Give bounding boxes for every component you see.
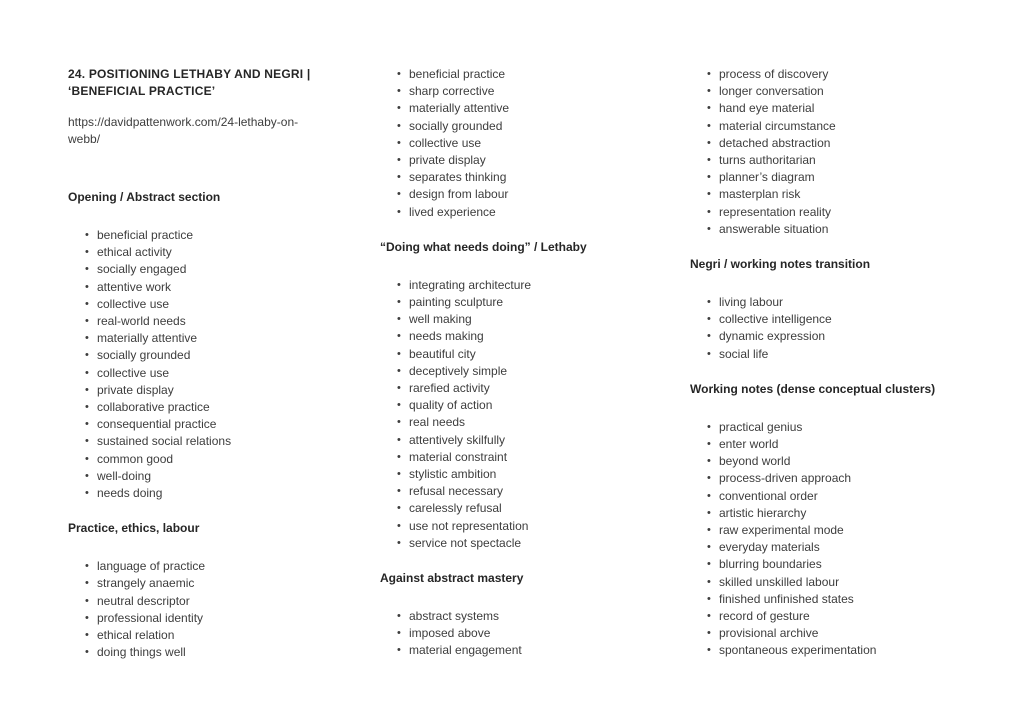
list-item-text: integrating architecture xyxy=(409,277,532,292)
section-heading: Opening / Abstract section xyxy=(68,190,221,204)
list-item xyxy=(380,294,640,311)
list-item xyxy=(690,522,976,539)
list-item-text: masterplan risk xyxy=(719,187,801,202)
bullet-icon: • xyxy=(397,278,401,291)
list-item xyxy=(690,625,976,642)
list-item xyxy=(68,279,330,296)
bullet-list xyxy=(68,558,330,661)
list-item-text: collaborative practice xyxy=(97,400,210,415)
list-item xyxy=(68,558,330,575)
list-item-text: professional identity xyxy=(97,610,204,625)
list-item-text: rarefied activity xyxy=(409,381,490,396)
list-item-text: artistic hierarchy xyxy=(719,505,807,520)
bullet-icon: • xyxy=(85,383,89,396)
list-item-text: private display xyxy=(409,153,486,168)
list-item-text: everyday materials xyxy=(719,540,820,555)
list-item xyxy=(690,152,976,169)
section-heading: Working notes (dense conceptual clusters) xyxy=(690,381,936,396)
list-item xyxy=(380,186,640,203)
bullet-icon: • xyxy=(707,558,711,571)
list-item xyxy=(690,100,976,117)
document-url: https://davidpattenwork.com/24-lethaby-on-webb/ xyxy=(68,115,299,146)
bullet-icon: • xyxy=(397,296,401,309)
list-item xyxy=(68,365,330,382)
list-item xyxy=(380,311,640,328)
list-item xyxy=(380,118,640,135)
bullet-icon: • xyxy=(85,487,89,500)
list-item xyxy=(690,505,976,522)
list-item-text: design from labour xyxy=(409,187,509,202)
bullet-icon: • xyxy=(397,519,401,532)
bullet-icon: • xyxy=(85,315,89,328)
bullet-icon: • xyxy=(397,382,401,395)
bullet-icon: • xyxy=(707,472,711,485)
list-item-text: raw experimental mode xyxy=(719,523,844,538)
list-item-text: attentive work xyxy=(97,279,172,294)
list-item-text: conventional order xyxy=(719,488,818,503)
list-item-text: material circumstance xyxy=(719,118,836,133)
list-item-text: lived experience xyxy=(409,204,496,219)
list-item xyxy=(690,328,976,345)
list-item-text: dynamic expression xyxy=(719,329,826,344)
list-item-text: hand eye material xyxy=(719,101,815,116)
list-item-text: painting sculpture xyxy=(409,295,504,310)
bullet-list xyxy=(380,66,640,221)
list-item-text: collective use xyxy=(97,365,170,380)
list-item-text: spontaneous experimentation xyxy=(719,643,877,658)
column-right xyxy=(690,66,976,723)
list-item xyxy=(68,313,330,330)
bullet-icon: • xyxy=(85,332,89,345)
bullet-icon: • xyxy=(85,435,89,448)
list-item-text: representation reality xyxy=(719,204,832,219)
list-item-text: material constraint xyxy=(409,449,508,464)
bullet-icon: • xyxy=(85,452,89,465)
list-item-text: beyond world xyxy=(719,454,791,469)
bullet-icon: • xyxy=(397,399,401,412)
list-item-text: materially attentive xyxy=(409,101,510,116)
bullet-icon: • xyxy=(85,366,89,379)
bullet-icon: • xyxy=(85,401,89,414)
bullet-icon: • xyxy=(707,524,711,537)
list-item-text: beautiful city xyxy=(409,346,476,361)
list-item-text: blurring boundaries xyxy=(719,557,822,572)
list-item xyxy=(380,66,640,83)
list-item xyxy=(380,449,640,466)
list-item xyxy=(690,204,976,221)
list-item-text: practical genius xyxy=(719,419,803,434)
document-title xyxy=(68,66,330,100)
list-item xyxy=(68,451,330,468)
list-item-text: refusal necessary xyxy=(409,484,504,499)
list-item-text: finished unfinished states xyxy=(719,591,854,606)
list-item-text: sustained social relations xyxy=(97,434,232,449)
list-item xyxy=(690,539,976,556)
bullet-icon: • xyxy=(397,330,401,343)
bullet-icon: • xyxy=(85,263,89,276)
document-title-line: 24. POSITIONING LETHABY AND NEGRI | xyxy=(68,67,311,81)
list-item xyxy=(68,227,330,244)
bullet-icon: • xyxy=(397,347,401,360)
list-item xyxy=(380,432,640,449)
list-item xyxy=(380,363,640,380)
list-item xyxy=(68,627,330,644)
list-item xyxy=(380,169,640,186)
bullet-icon: • xyxy=(397,188,401,201)
bullet-icon: • xyxy=(397,416,401,429)
bullet-icon: • xyxy=(707,627,711,640)
list-item-text: record of gesture xyxy=(719,609,810,624)
section-heading: Practice, ethics, labour xyxy=(68,521,200,536)
list-item xyxy=(690,135,976,152)
list-item xyxy=(690,419,976,436)
list-item xyxy=(380,152,640,169)
list-item-text: consequential practice xyxy=(97,417,217,432)
bullet-icon: • xyxy=(397,644,401,657)
bullet-icon: • xyxy=(397,364,401,377)
list-item xyxy=(380,397,640,414)
bullet-icon: • xyxy=(397,136,401,149)
bullet-icon: • xyxy=(707,347,711,360)
list-item-text: beneficial practice xyxy=(409,67,506,81)
bullet-icon: • xyxy=(397,536,401,549)
bullet-list xyxy=(380,277,640,552)
bullet-icon: • xyxy=(707,592,711,605)
list-item xyxy=(690,608,976,625)
bullet-icon: • xyxy=(397,313,401,326)
bullet-icon: • xyxy=(707,330,711,343)
bullet-icon: • xyxy=(707,188,711,201)
section-heading: Negri / working notes transition xyxy=(690,257,871,272)
document-title-line: ‘BENEFICIAL PRACTICE’ xyxy=(68,84,216,98)
list-item xyxy=(68,261,330,278)
list-item-text: socially grounded xyxy=(97,348,191,363)
list-item xyxy=(380,135,640,152)
list-item xyxy=(380,608,640,625)
list-item xyxy=(690,470,976,487)
bullet-icon: • xyxy=(707,136,711,149)
list-item xyxy=(380,483,640,500)
bullet-icon: • xyxy=(397,627,401,640)
list-item xyxy=(380,466,640,483)
bullet-icon: • xyxy=(85,577,89,590)
list-item-text: strangely anaemic xyxy=(97,576,195,591)
list-item-text: deceptively simple xyxy=(409,363,508,378)
bullet-icon: • xyxy=(397,450,401,463)
list-item xyxy=(690,66,976,83)
bullet-icon: • xyxy=(707,296,711,309)
bullet-icon: • xyxy=(707,68,711,80)
list-item xyxy=(68,468,330,485)
bullet-icon: • xyxy=(85,594,89,607)
list-item-text: socially grounded xyxy=(409,118,503,133)
list-item-text: attentively skilfully xyxy=(409,432,506,447)
bullet-icon: • xyxy=(85,229,89,241)
list-item xyxy=(380,380,640,397)
bullet-icon: • xyxy=(707,154,711,167)
bullet-icon: • xyxy=(397,119,401,132)
bullet-icon: • xyxy=(707,506,711,519)
list-item-text: quality of action xyxy=(409,398,493,413)
bullet-icon: • xyxy=(85,280,89,293)
list-item-text: detached abstraction xyxy=(719,135,831,150)
bullet-icon: • xyxy=(707,313,711,326)
list-item xyxy=(68,330,330,347)
list-item-text: collective intelligence xyxy=(719,312,832,327)
list-item-text: real-world needs xyxy=(97,314,186,329)
list-item-text: materially attentive xyxy=(97,331,198,346)
bullet-icon: • xyxy=(707,541,711,554)
bullet-icon: • xyxy=(707,575,711,588)
list-item xyxy=(690,436,976,453)
list-item xyxy=(690,118,976,135)
bullet-icon: • xyxy=(85,611,89,624)
list-item-text: longer conversation xyxy=(719,84,824,99)
bullet-icon: • xyxy=(397,171,401,184)
list-item xyxy=(68,382,330,399)
bullet-icon: • xyxy=(707,438,711,451)
bullet-icon: • xyxy=(85,560,89,573)
bullet-icon: • xyxy=(707,455,711,468)
list-item-text: provisional archive xyxy=(719,626,819,641)
list-item xyxy=(380,328,640,345)
list-item xyxy=(690,311,976,328)
bullet-list xyxy=(380,608,640,660)
list-item xyxy=(380,346,640,363)
column-center xyxy=(380,66,640,723)
list-item xyxy=(380,642,640,659)
list-item-text: service not spectacle xyxy=(409,535,522,550)
list-item-text: social life xyxy=(719,346,769,361)
list-item xyxy=(690,556,976,573)
list-item-text: common good xyxy=(97,451,174,466)
list-item xyxy=(380,625,640,642)
bullet-icon: • xyxy=(707,119,711,132)
list-item xyxy=(380,518,640,535)
list-item-text: needs doing xyxy=(97,486,163,501)
bullet-icon: • xyxy=(707,610,711,623)
bullet-icon: • xyxy=(85,349,89,362)
list-item xyxy=(380,277,640,294)
list-item-text: turns authoritarian xyxy=(719,153,816,168)
list-item-text: abstract systems xyxy=(409,609,500,624)
bullet-icon: • xyxy=(397,610,401,623)
list-item-text: language of practice xyxy=(97,559,206,574)
list-item xyxy=(690,642,976,659)
bullet-icon: • xyxy=(707,489,711,502)
list-item-text: neutral descriptor xyxy=(97,593,190,608)
list-item-text: skilled unskilled labour xyxy=(719,574,840,589)
section-heading: Against abstract mastery xyxy=(380,571,524,586)
list-item xyxy=(380,535,640,552)
list-item-text: process-driven approach xyxy=(719,471,852,486)
list-item xyxy=(68,610,330,627)
list-item-text: enter world xyxy=(719,437,779,452)
list-item-text: use not representation xyxy=(409,518,529,533)
list-item-text: separates thinking xyxy=(409,170,507,185)
list-item xyxy=(380,83,640,100)
list-item xyxy=(68,485,330,502)
bullet-icon: • xyxy=(85,646,89,659)
bullet-icon: • xyxy=(397,102,401,115)
list-item-text: process of discovery xyxy=(719,67,829,81)
list-item-text: planner’s diagram xyxy=(719,170,815,185)
list-item xyxy=(380,204,640,221)
list-item xyxy=(690,186,976,203)
list-item xyxy=(690,346,976,363)
bullet-icon: • xyxy=(85,418,89,431)
list-item-text: beneficial practice xyxy=(97,228,194,242)
bullet-icon: • xyxy=(707,102,711,115)
list-item xyxy=(68,399,330,416)
list-item-text: well making xyxy=(409,312,472,327)
list-item xyxy=(68,593,330,610)
bullet-icon: • xyxy=(707,222,711,235)
bullet-icon: • xyxy=(397,154,401,167)
column-left xyxy=(68,66,330,723)
bullet-icon: • xyxy=(707,85,711,98)
list-item-text: stylistic ambition xyxy=(409,467,497,482)
list-item xyxy=(690,488,976,505)
bullet-icon: • xyxy=(397,433,401,446)
bullet-list xyxy=(690,419,976,660)
list-item xyxy=(68,244,330,261)
list-item-text: well-doing xyxy=(97,468,152,483)
list-item-text: socially engaged xyxy=(97,262,187,277)
bullet-icon: • xyxy=(707,205,711,218)
list-item-text: doing things well xyxy=(97,645,186,660)
bullet-icon: • xyxy=(707,171,711,184)
bullet-icon: • xyxy=(397,205,401,218)
list-item xyxy=(380,414,640,431)
list-item xyxy=(690,453,976,470)
list-item-text: needs making xyxy=(409,329,484,344)
list-item-text: living labour xyxy=(719,295,784,310)
bullet-icon: • xyxy=(397,468,401,481)
list-item xyxy=(68,644,330,661)
list-item xyxy=(690,591,976,608)
list-item xyxy=(68,416,330,433)
list-item xyxy=(690,294,976,311)
list-item-text: material engagement xyxy=(409,643,522,658)
bullet-icon: • xyxy=(397,68,401,80)
list-item xyxy=(690,169,976,186)
bullet-list xyxy=(68,227,330,502)
list-item-text: ethical relation xyxy=(97,628,175,643)
list-item xyxy=(380,100,640,117)
list-item-text: sharp corrective xyxy=(409,84,495,99)
list-item xyxy=(68,433,330,450)
list-item xyxy=(68,575,330,592)
bullet-icon: • xyxy=(397,502,401,515)
list-item-text: answerable situation xyxy=(719,221,829,236)
bullet-icon: • xyxy=(397,85,401,98)
list-item-text: imposed above xyxy=(409,626,491,641)
bullet-icon: • xyxy=(707,644,711,657)
list-item xyxy=(68,347,330,364)
list-item xyxy=(690,83,976,100)
bullet-icon: • xyxy=(85,469,89,482)
list-item xyxy=(690,574,976,591)
bullet-icon: • xyxy=(707,420,711,433)
bullet-icon: • xyxy=(397,485,401,498)
list-item xyxy=(68,296,330,313)
bullet-icon: • xyxy=(85,629,89,642)
list-item-text: private display xyxy=(97,382,174,397)
list-item-text: real needs xyxy=(409,415,466,430)
list-item-text: collective use xyxy=(97,296,170,311)
bullet-list xyxy=(690,294,976,363)
bullet-icon: • xyxy=(85,297,89,310)
list-item-text: collective use xyxy=(409,135,482,150)
list-item-text: carelessly refusal xyxy=(409,501,502,516)
list-item-text: ethical activity xyxy=(97,245,172,260)
list-item xyxy=(690,221,976,238)
section-heading: “Doing what needs doing” / Lethaby xyxy=(380,239,587,254)
bullet-list xyxy=(690,66,976,238)
list-item xyxy=(380,500,640,517)
bullet-icon: • xyxy=(85,246,89,259)
